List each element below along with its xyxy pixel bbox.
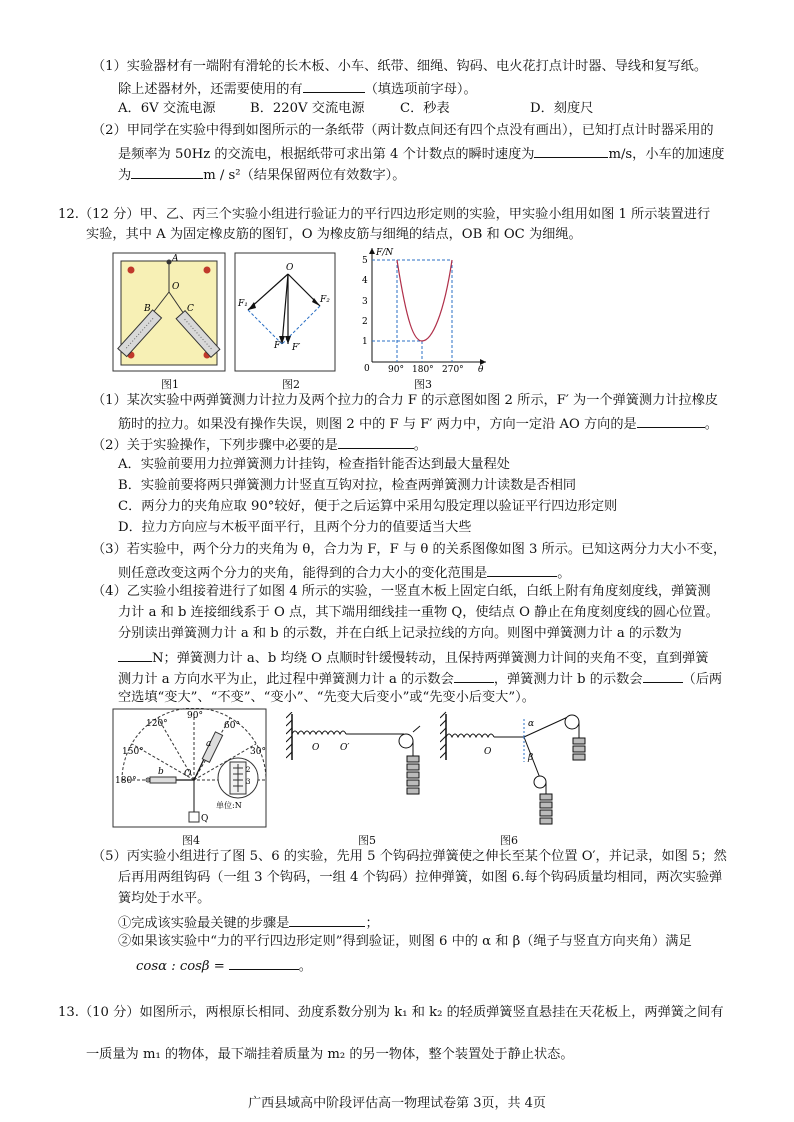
angle-150: 150° — [122, 747, 144, 757]
angle-180: 180° — [115, 776, 137, 786]
text: （2）关于实验操作，下列步骤中必要的是 — [92, 438, 338, 453]
text: 是频率为 50Hz 的交流电，根据纸带可求出第 4 个计数点的瞬时速度为 — [118, 147, 535, 162]
figure-1-caption: 图1 — [161, 378, 179, 391]
q12-s2-option-d: D．拉力方向应与木板平面平行，且两个分力的值要适当大些 — [118, 520, 472, 535]
text: N；弹簧测力计 a、b 均绕 O 点顺时针缓慢转动，且保持两弹簧测力计间的夹角不变，直到弹簧 — [152, 651, 709, 666]
label-f2: F₂ — [320, 295, 330, 305]
unit-label: 单位:N — [216, 801, 242, 810]
q11-part2-line1: （2）甲同学在实验中得到如图所示的一条纸带（两计数点间还有四个点没有画出），已知打点计时器采用的 — [92, 123, 714, 138]
answer-blank[interactable] — [454, 668, 494, 683]
q12-s4-line6: 空选填“变大”、“不变”、“变小”、“先变大后变小”或“先变小后变大”）。 — [118, 690, 535, 705]
q12-s2-option-a: A．实验前要用力拉弹簧测力计挂钩，检查指针能否达到最大量程处 — [118, 457, 510, 472]
q11-option-d: D．刻度尺 — [530, 101, 594, 116]
label-o: O — [172, 282, 180, 292]
answer-blank[interactable] — [303, 78, 365, 93]
text: 。 — [704, 417, 718, 432]
answer-blank[interactable] — [487, 562, 557, 577]
q12-s5-line2: 后再用两组钩码（一组 3 个钩码，一组 4 个钩码）拉伸弹簧，如图 6.每个钩码质量均相同，两次实验弹 — [118, 870, 723, 885]
answer-blank[interactable] — [118, 647, 152, 662]
label-c: C — [187, 304, 194, 314]
answer-blank[interactable] — [637, 413, 705, 428]
figure-4-caption: 图4 — [182, 834, 200, 847]
answer-blank[interactable] — [289, 912, 365, 927]
q12-s2-option-b: B．实验前要将两只弹簧测力计竖直互钩对拉，检查两弹簧测力计读数是否相同 — [118, 478, 577, 493]
label-o: O — [484, 747, 492, 757]
text: 筋时的拉力。如果没有操作失误，则图 2 中的 F 与 F′ 两力中，方向一定沿 AO 方向的是 — [118, 417, 637, 432]
y-axis-label: F/N — [376, 248, 394, 258]
figure-5 — [286, 712, 426, 808]
scale-2: 2 — [246, 766, 251, 774]
label-f: F — [274, 341, 281, 351]
answer-blank[interactable] — [229, 955, 299, 970]
text: m / s²（结果保留两位有效数字）。 — [203, 168, 406, 183]
text: 。 — [557, 566, 571, 581]
text: ，弹簧测力计 b 的示数会 — [493, 672, 643, 687]
text: 则任意改变这两个分力的夹角，能得到的合力大小的变化范围是 — [118, 566, 488, 581]
text: cosα : cosβ = — [136, 959, 225, 974]
angle-120: 120° — [146, 719, 168, 729]
q12-s4-line3: 分别读出弹簧测力计 a 和 b 的示数，并在白纸上记录拉线的方向。则图中弹簧测力计 a 的示数为 — [118, 626, 682, 641]
q12-s5-line1: （5）丙实验小组进行了图 5、6 的实验，先用 5 个钩码拉弹簧使之伸长至某个位置 O′，并记录，如图 5；然 — [92, 849, 727, 864]
q11-part2-line2 — [118, 143, 724, 164]
angle-30: 30° — [250, 747, 266, 757]
angle-90: 90° — [187, 711, 203, 721]
q12-s4-line5 — [118, 668, 722, 689]
figure-6 — [440, 710, 588, 828]
label-b: b — [158, 767, 164, 777]
page-footer: 广西县域高中阶段评估高一物理试卷第 3页，共 4页 — [248, 1096, 546, 1111]
tick-2: 2 — [362, 317, 368, 327]
label-f-prime: F′ — [292, 343, 301, 353]
q11-option-a: A．6V 交流电源 — [118, 101, 216, 116]
q12-header-line2: 实验，其中 A 为固定橡皮筋的图钉，O 为橡皮筋与细绳的结点，OB 和 OC 为细绳。 — [86, 227, 582, 242]
tick-90: 90° — [388, 365, 404, 375]
q11-part2-line3 — [118, 164, 405, 185]
label-q: Q — [201, 814, 209, 824]
figure-2 — [234, 252, 336, 374]
label-o: O — [312, 743, 320, 753]
figure-1 — [112, 252, 226, 374]
x-axis-label: θ — [478, 365, 484, 375]
q12-s1-line1: （1）某次实验中两弹簧测力计拉力及两个拉力的合力 F 的示意图如图 2 所示，F′ 为一个弹簧测力计拉橡皮 — [92, 393, 719, 408]
scale-3: 3 — [246, 778, 251, 786]
q12-s4-line1: （4）乙实验小组接着进行了如图 4 所示的实验，一竖直木板上固定白纸，白纸上附有角度刻度线，弹簧测 — [92, 584, 711, 599]
q11-option-b: B．220V 交流电源 — [250, 101, 365, 116]
text: （后两 — [682, 672, 723, 687]
q13-line1: 13.（10 分）如图所示，两根原长相同、劲度系数分别为 k₁ 和 k₂ 的轻质弹簧竖直悬挂在天花板上，两弹簧之间有 — [58, 1005, 724, 1020]
figure-4 — [112, 708, 268, 830]
q12-s2-option-c: C．两分力的夹角应取 90°较好，便于之后运算中采用勾股定理以验证平行四边形定则 — [118, 499, 618, 514]
label-alpha: α — [528, 719, 535, 729]
q12-s1-line2 — [118, 413, 718, 434]
text: m/s，小车的加速度 — [608, 147, 725, 162]
q12-s5-q2: ②如果该实验中“力的平行四边形定则”得到验证，则图 6 中的 α 和 β（绳子与竖直方向夹角）满足 — [118, 934, 692, 949]
text: ； — [365, 916, 379, 931]
figure-5-caption: 图5 — [358, 834, 376, 847]
text: （填选项前字母）。 — [364, 82, 477, 97]
q12-header-line1: 12.（12 分）甲、乙、丙三个实验小组进行验证力的平行四边形定则的实验，甲实验小组用如图 1 所示装置进行 — [58, 207, 711, 222]
text: 除上述器材外，还需要使用的有 — [118, 82, 303, 97]
figure-6-caption: 图6 — [500, 834, 518, 847]
answer-blank[interactable] — [643, 668, 683, 683]
label-beta: β — [528, 753, 534, 763]
angle-60: 60° — [224, 721, 240, 731]
q12-s3-line2 — [118, 562, 570, 583]
label-f1: F₁ — [238, 299, 248, 309]
answer-blank[interactable] — [131, 164, 203, 179]
answer-blank[interactable] — [534, 143, 608, 158]
text: 为 — [118, 168, 132, 183]
q11-part1-line2 — [118, 78, 477, 99]
tick-3: 3 — [362, 297, 368, 307]
tick-0: 0 — [364, 364, 370, 374]
q12-s4-line2: 力计 a 和 b 连接细线系于 O 点，其下端用细线挂一重物 Q，使结点 O 静止在角度刻度线的圆心位置。 — [118, 605, 719, 620]
figure-3-caption: 图3 — [414, 378, 432, 391]
figure-2-caption: 图2 — [282, 378, 300, 391]
q12-s2-line1 — [92, 434, 427, 455]
figure-3-chart — [352, 244, 492, 378]
text: 。 — [298, 959, 312, 974]
tick-270: 270° — [442, 365, 464, 375]
q12-s5-line3: 簧均处于水平。 — [118, 891, 211, 906]
q11-option-c: C．秒表 — [400, 101, 450, 116]
label-a: A — [172, 254, 179, 264]
q12-s5-q1 — [118, 912, 379, 933]
label-b: B — [144, 304, 151, 314]
text: 。 — [413, 438, 427, 453]
q12-s3-line1: （3）若实验中，两个分力的夹角为 θ，合力为 F，F 与 θ 的关系图像如图 3 所示。已知这两分力大小不变， — [92, 542, 727, 557]
q12-s5-q2-expression — [136, 955, 312, 976]
tick-1: 1 — [362, 337, 368, 347]
label-o-prime: O′ — [340, 743, 350, 753]
q13-line2: 一质量为 m₁ 的物体，最下端挂着质量为 m₂ 的另一物体，整个装置处于静止状态。 — [86, 1047, 574, 1062]
label-o: O — [184, 769, 192, 779]
text: ①完成该实验最关键的步骤是 — [118, 916, 290, 931]
q12-s4-line4 — [118, 647, 709, 668]
text: 测力计 a 方向水平为止，此过程中弹簧测力计 a 的示数会 — [118, 672, 454, 687]
tick-5: 5 — [362, 256, 368, 266]
tick-180: 180° — [412, 365, 434, 375]
answer-blank[interactable] — [338, 434, 414, 449]
tick-4: 4 — [362, 276, 368, 286]
q11-part1-line1: （1）实验器材有一端附有滑轮的长木板、小车、纸带、细绳、钩码、电火花打点计时器、导线和复写纸。 — [92, 59, 708, 74]
label-a: a — [206, 739, 212, 749]
label-o: O — [286, 263, 294, 273]
